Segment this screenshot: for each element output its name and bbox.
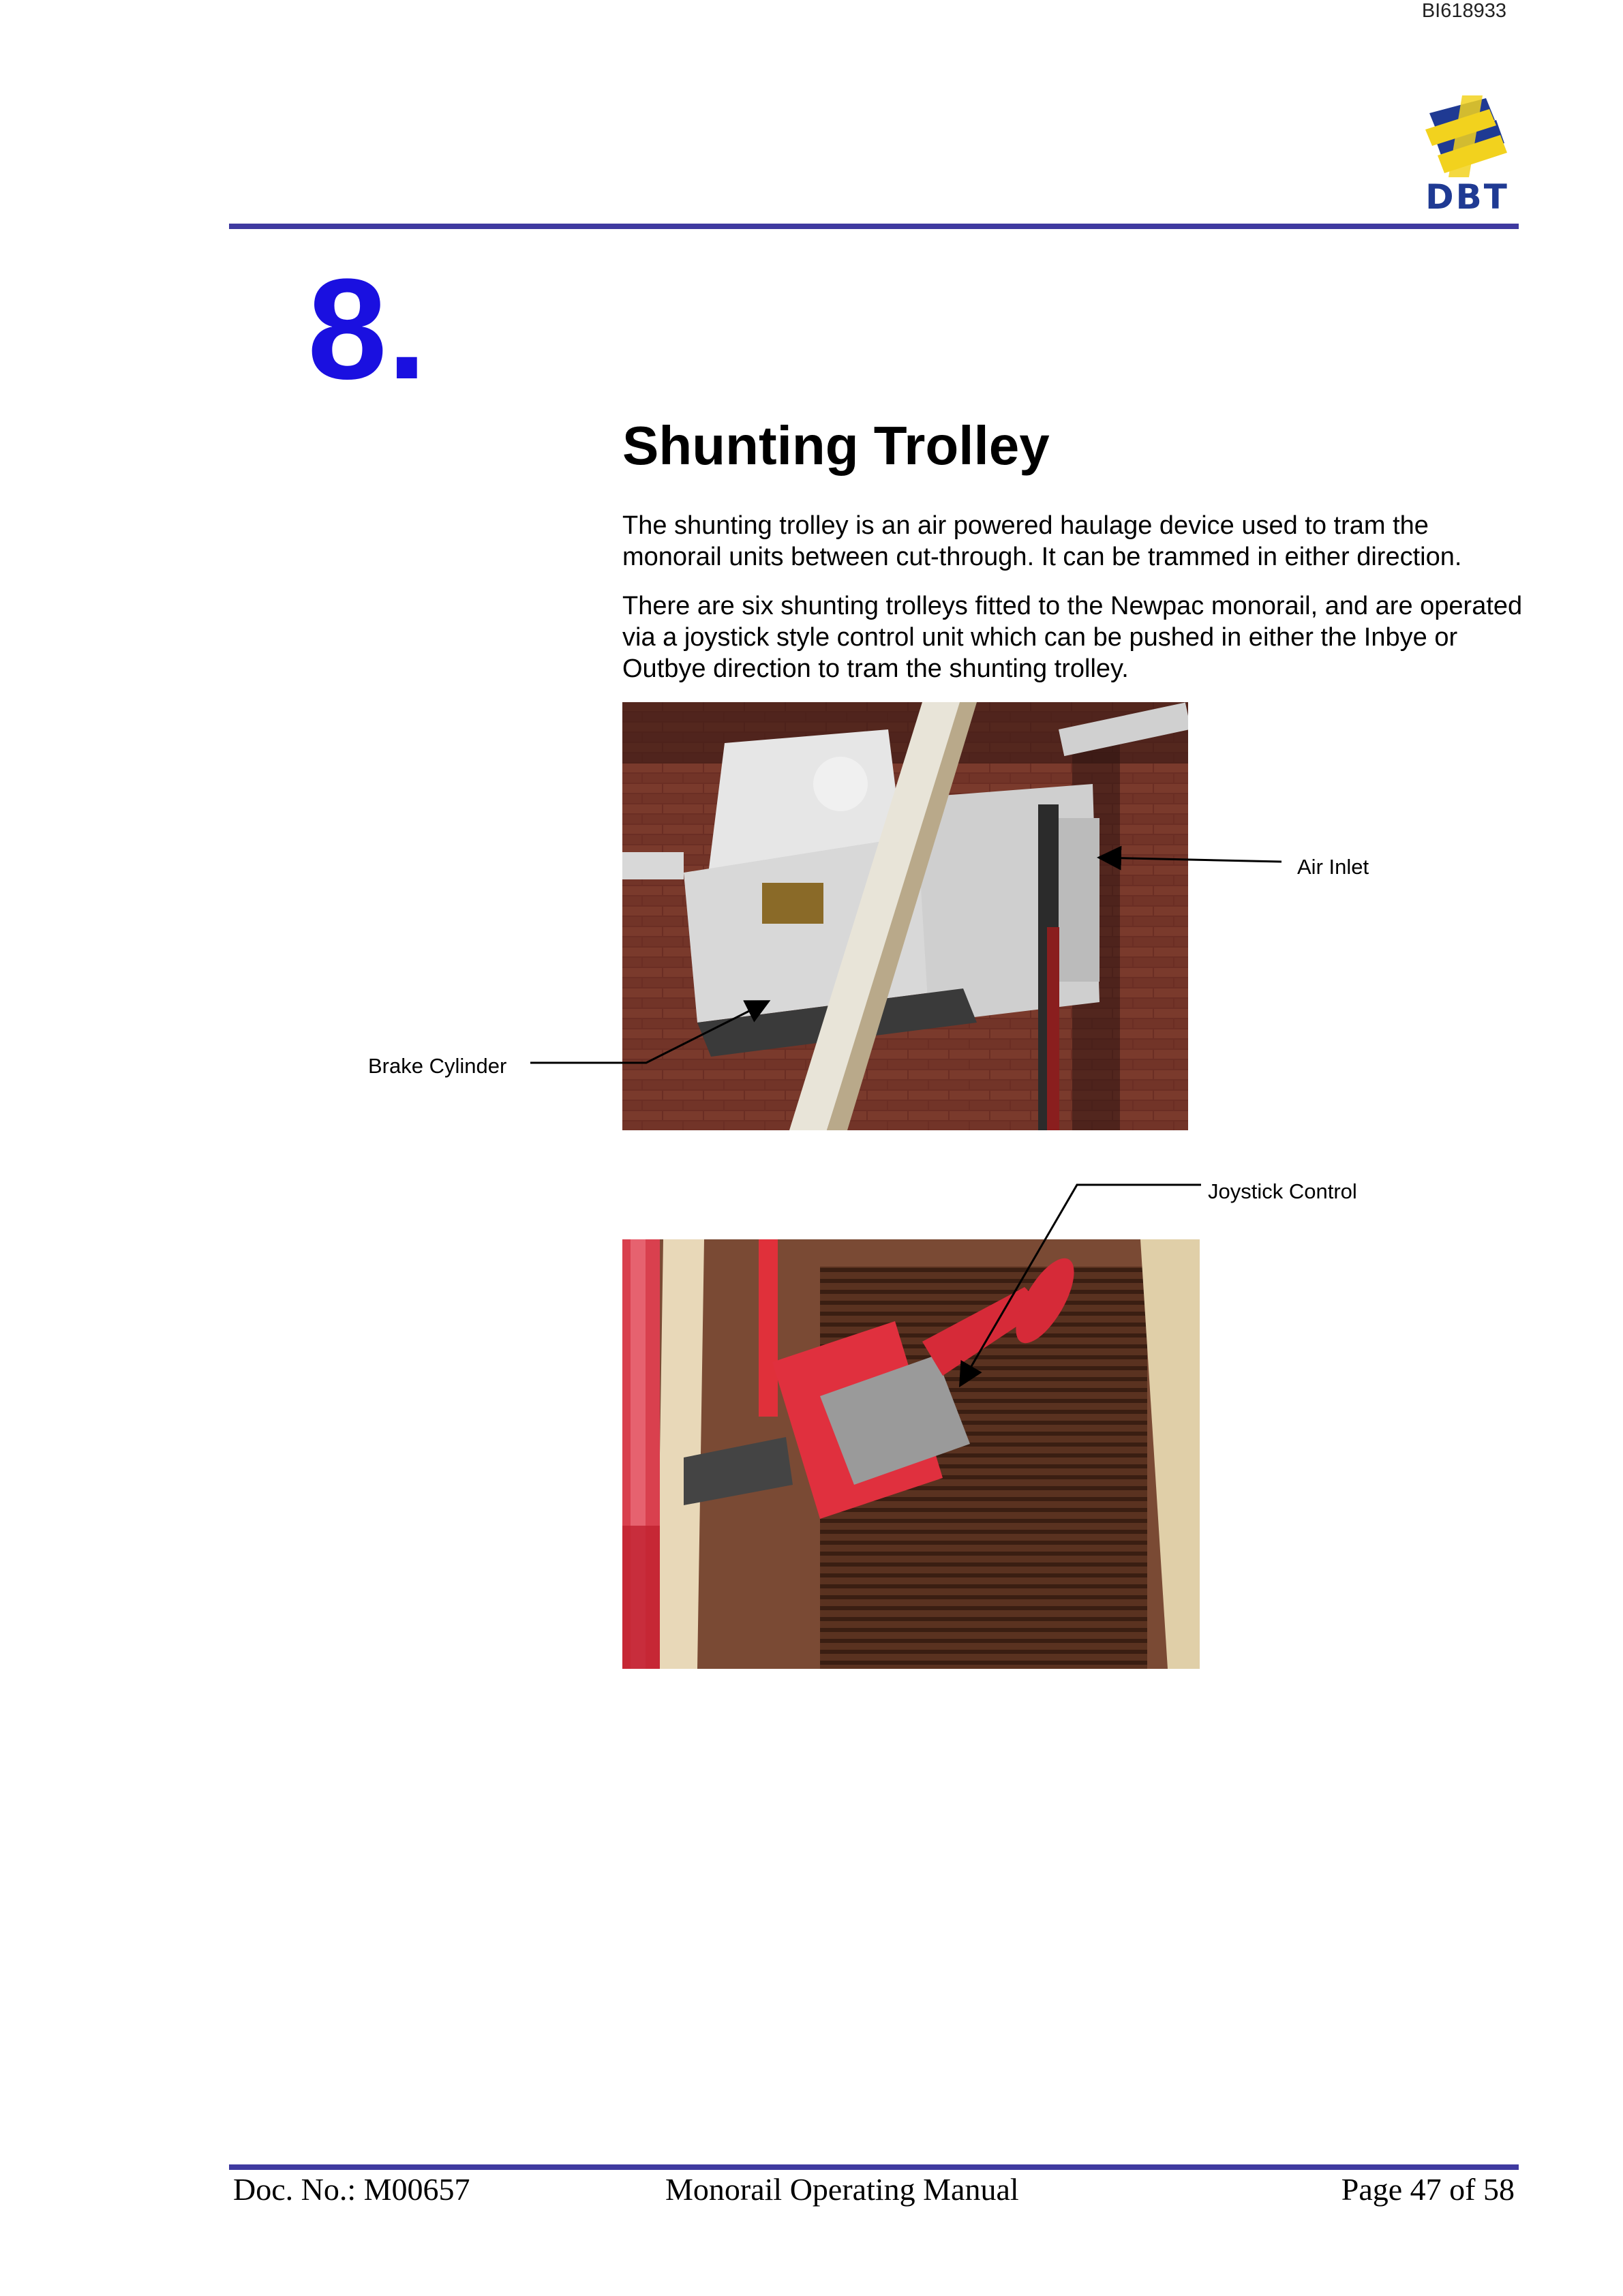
shunting-trolley-photo (622, 702, 1188, 1130)
footer-page-number: Page 47 of 58 (1341, 2172, 1515, 2207)
dbt-logo-mark (1421, 95, 1513, 177)
footer-manual-title: Monorail Operating Manual (665, 2172, 1019, 2207)
page-footer (229, 2171, 1519, 2212)
footer-rule (229, 2164, 1519, 2170)
dbt-logo (1421, 95, 1513, 215)
joystick-control-photo (622, 1239, 1200, 1669)
joystick-control-label: Joystick Control (1208, 1179, 1357, 1203)
body-paragraph: There are six shunting trolleys fitted to the Newpac monorail, and are operated via a joystick style control unit which can be pushed in either the Inbye or Outbye direction to tram the shunting trolley. (622, 592, 1523, 683)
document-id: BI618933 (1421, 0, 1506, 22)
footer-doc-number: Doc. No.: M00657 (233, 2172, 470, 2207)
logo-text: DBT (1425, 177, 1509, 217)
brake-cylinder-label: Brake Cylinder (368, 1054, 507, 1078)
header-rule (229, 224, 1519, 229)
chapter-number: 8. (307, 249, 427, 409)
air-inlet-label: Air Inlet (1297, 855, 1369, 879)
body-paragraph: The shunting trolley is an air powered haulage device used to tram the monorail units between cut-through. It can be trammed in either direction. (622, 511, 1462, 571)
section-title: Shunting Trolley (622, 415, 1050, 476)
